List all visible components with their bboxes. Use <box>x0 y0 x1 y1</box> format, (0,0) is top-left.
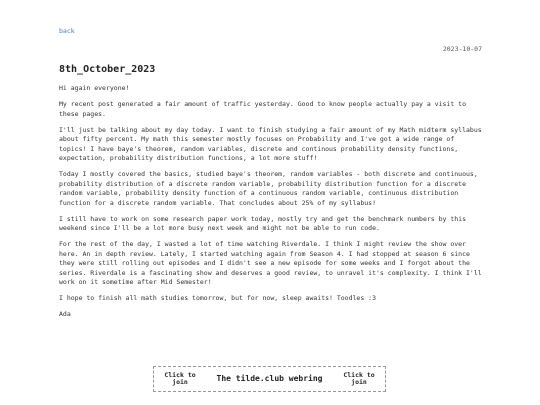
paragraph-riverdale: For the rest of the day, I wasted a lot of time watching Riverdale. I think I might review the show over here. An in depth review. Lately, I started watching again from Season 4. I had stopped at season 6 since they were still rolling out episodes and I didn't see a new episode for some weeks and I forgot about the series. Riverdale is a fascinating show and deserves a good review, to unravel it's complexity. I think I'll work on it sometime after Mid Semester! <box>59 240 482 286</box>
paragraph-progress: Today I mostly covered the basics, studied baye's theorem, random variables - both discrete and continuous, probability distribution of a discrete random variable, probability distribution function for a discrete random variable, probability density function of a continuous random variable, continuous distribution function for a discrete random variable. That concludes about 25% of my syllabus! <box>59 170 478 207</box>
webring-title[interactable]: The tilde.club webring <box>216 374 323 384</box>
post-title: 8th_October_2023 <box>59 64 156 75</box>
paragraph-closing: I hope to finish all math studies tomorrow, but for now, sleep awaits! Toodles :3 <box>59 294 376 302</box>
post-content <box>59 27 482 326</box>
paragraph-traffic: My recent post generated a fair amount of traffic yesterday. Good to know people actually pay a visit to these pages. <box>59 100 466 118</box>
webring-join-right-button[interactable]: Click to join <box>343 370 375 386</box>
paragraph-plan: I'll just be talking about my day today. I want to finish studying a fair amount of my Math midterm syllabus about fifty percent. My math this semester mostly focuses on Probability and I've got a wide range of topics! I have baye's theorem, random variables, discrete and continous probability density functions, expectation, probability distribution functions, a lot more stuff! <box>59 125 482 162</box>
paragraph-greeting: Hi again everyone! <box>59 84 130 92</box>
webring-join-left-button[interactable]: Click to join <box>164 370 196 386</box>
back-link[interactable]: back <box>59 27 75 35</box>
webring-banner <box>153 366 386 392</box>
paragraph-research: I still have to work on some research paper work today, mostly try and get the benchmark numbers by this weekend since I'll be a lot more busy next week and might not be able to run code. <box>59 214 466 232</box>
signature: Ada <box>59 310 71 318</box>
post-date: 2023-10-07 <box>442 44 482 53</box>
